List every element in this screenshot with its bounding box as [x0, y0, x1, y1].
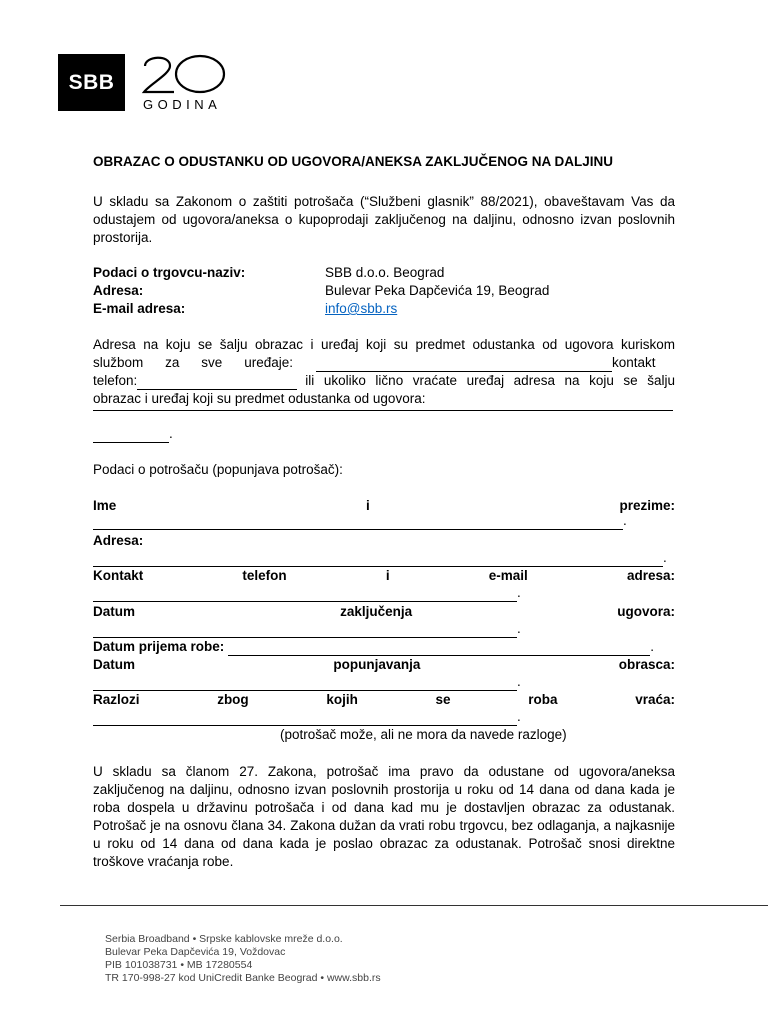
name-field-row: .	[93, 512, 627, 530]
contract-date-field[interactable]	[93, 623, 517, 638]
anniversary-20-logo	[140, 52, 230, 96]
return-address-line-4: obrazac i uređaj koji su predmet odustanka od ugovora:	[93, 391, 426, 406]
datum2-label: Datum	[93, 657, 136, 672]
address-field[interactable]	[93, 552, 663, 567]
trader-email-link[interactable]: info@sbb.rs	[325, 301, 398, 316]
return-line3-start: telefon:	[93, 373, 138, 388]
return-address-field-1[interactable]	[93, 410, 673, 411]
zakljucenja-label: zaključenja	[340, 604, 413, 619]
adresa-label: Adresa:	[93, 533, 144, 548]
footer-address: Bulevar Peka Dapčevića 19, Voždovac	[105, 946, 286, 958]
trader-email-label: E-mail adresa:	[93, 301, 186, 316]
kojih-label: kojih	[326, 692, 358, 707]
ugovora-label: ugovora:	[617, 604, 675, 619]
contact-phone-field[interactable]	[137, 375, 297, 390]
i2-label: i	[385, 568, 390, 583]
return-line2-end: kontakt	[612, 355, 656, 370]
anniversary-number: 20	[140, 52, 142, 53]
return-line3-end: ili ukoliko lično vraćate uređaj adresa na koju se šalju	[305, 373, 675, 388]
reasons-field[interactable]	[93, 711, 517, 726]
contact-field-row: .	[93, 584, 521, 602]
name-field[interactable]	[93, 515, 623, 530]
footer-ids: PIB 101038731 • MB 17280554	[105, 959, 253, 971]
trader-name-label: Podaci o trgovcu-naziv:	[93, 265, 246, 280]
trader-name-value: SBB d.o.o. Beograd	[325, 265, 445, 280]
adresa2-label: adresa:	[626, 568, 675, 583]
page-title: OBRAZAC O ODUSTANKU OD UGOVORA/ANEKSA ZAKLJUČENOG NA DALJINU	[93, 154, 614, 169]
datum-label: Datum	[93, 604, 136, 619]
return-address-line-2	[93, 354, 675, 372]
i-label: i	[365, 498, 370, 513]
sbb-logo: SBB	[58, 54, 125, 111]
contract-date-field-row: .	[93, 620, 521, 638]
return-address-line-3	[93, 372, 675, 390]
obrasca-label: obrasca:	[618, 657, 675, 672]
reasons-field-row: .	[93, 708, 521, 726]
contract-date-row	[93, 603, 675, 621]
footer-company: Serbia Broadband • Srpske kablovske mreže d.o.o.	[105, 933, 343, 945]
se-label: se	[435, 692, 451, 707]
closing-paragraph: U skladu sa članom 27. Zakona, potrošač ima pravo da odustane od ugovora/aneksa zaključenog na daljinu, odnosno izvan poslovnih prostorija u roku od 14 dana od dana kada je roba dospela u državinu potrošača i od dana kad mu je dostavljen obrazac za odustanak. Potrošač je na osnovu člana 34. Zakona dužan da vrati robu trgovcu, bez odlaganja, a najkasnije u roku od 14 dana od dana kada je poslao obrazac za odustanak. Potrošač snosi direktne troškove vraćanja robe.	[93, 764, 675, 869]
kontakt-label: Kontakt	[93, 568, 144, 583]
zbog-label: zbog	[217, 692, 249, 707]
fill-date-field-row: .	[93, 673, 521, 691]
fill-date-field[interactable]	[93, 676, 517, 691]
logo-godina-text: GODINA	[143, 97, 222, 112]
address-field-row: .	[93, 549, 667, 567]
return-line2-label: službom za sve uređaje:	[93, 355, 293, 370]
contact-row	[93, 567, 675, 585]
courier-address-field[interactable]	[316, 357, 612, 372]
consumer-heading: Podaci o potrošaču (popunjava potrošač):	[93, 462, 343, 477]
email-label: e-mail	[488, 568, 528, 583]
trader-address-value: Bulevar Peka Dapčevića 19, Beograd	[325, 283, 550, 298]
reasons-row	[93, 691, 675, 709]
fill-date-row	[93, 656, 675, 674]
reasons-note: (potrošač može, ali ne mora da navede razloge)	[280, 727, 567, 742]
prezime-label: prezime:	[619, 498, 675, 513]
footer-bank: TR 170-998-27 kod UniCredit Banke Beograd • www.sbb.rs	[105, 972, 381, 984]
return-address-line-1: Adresa na koju se šalju obrazac i uređaj koji su predmet odustanka od ugovora kuriskom	[93, 337, 675, 352]
telefon-label: telefon	[242, 568, 287, 583]
return-address-field-2-row: .	[93, 425, 173, 443]
receipt-date-field[interactable]	[228, 641, 650, 656]
return-address-field-2[interactable]	[93, 428, 169, 443]
ime-label: Ime	[93, 498, 117, 513]
razlozi-label: Razlozi	[93, 692, 140, 707]
contact-field[interactable]	[93, 587, 517, 602]
intro-paragraph: U skladu sa Zakonom o zaštiti potrošača (“Službeni glasnik” 88/2021), obaveštavam Vas da odustajem od ugovora/aneksa o kupoprodaji zaključenog na daljinu, odnosno izvan poslovnih prostorija.	[93, 194, 675, 245]
datum-prijema-label: Datum prijema robe:	[93, 639, 225, 654]
receipt-date-row: Datum prijema robe: .	[93, 639, 655, 654]
popunjavanja-label: popunjavanja	[333, 657, 421, 672]
footer-divider	[60, 905, 768, 906]
roba-label: roba	[528, 692, 558, 707]
trader-address-label: Adresa:	[93, 283, 144, 298]
vraca-label: vraća:	[635, 692, 675, 707]
